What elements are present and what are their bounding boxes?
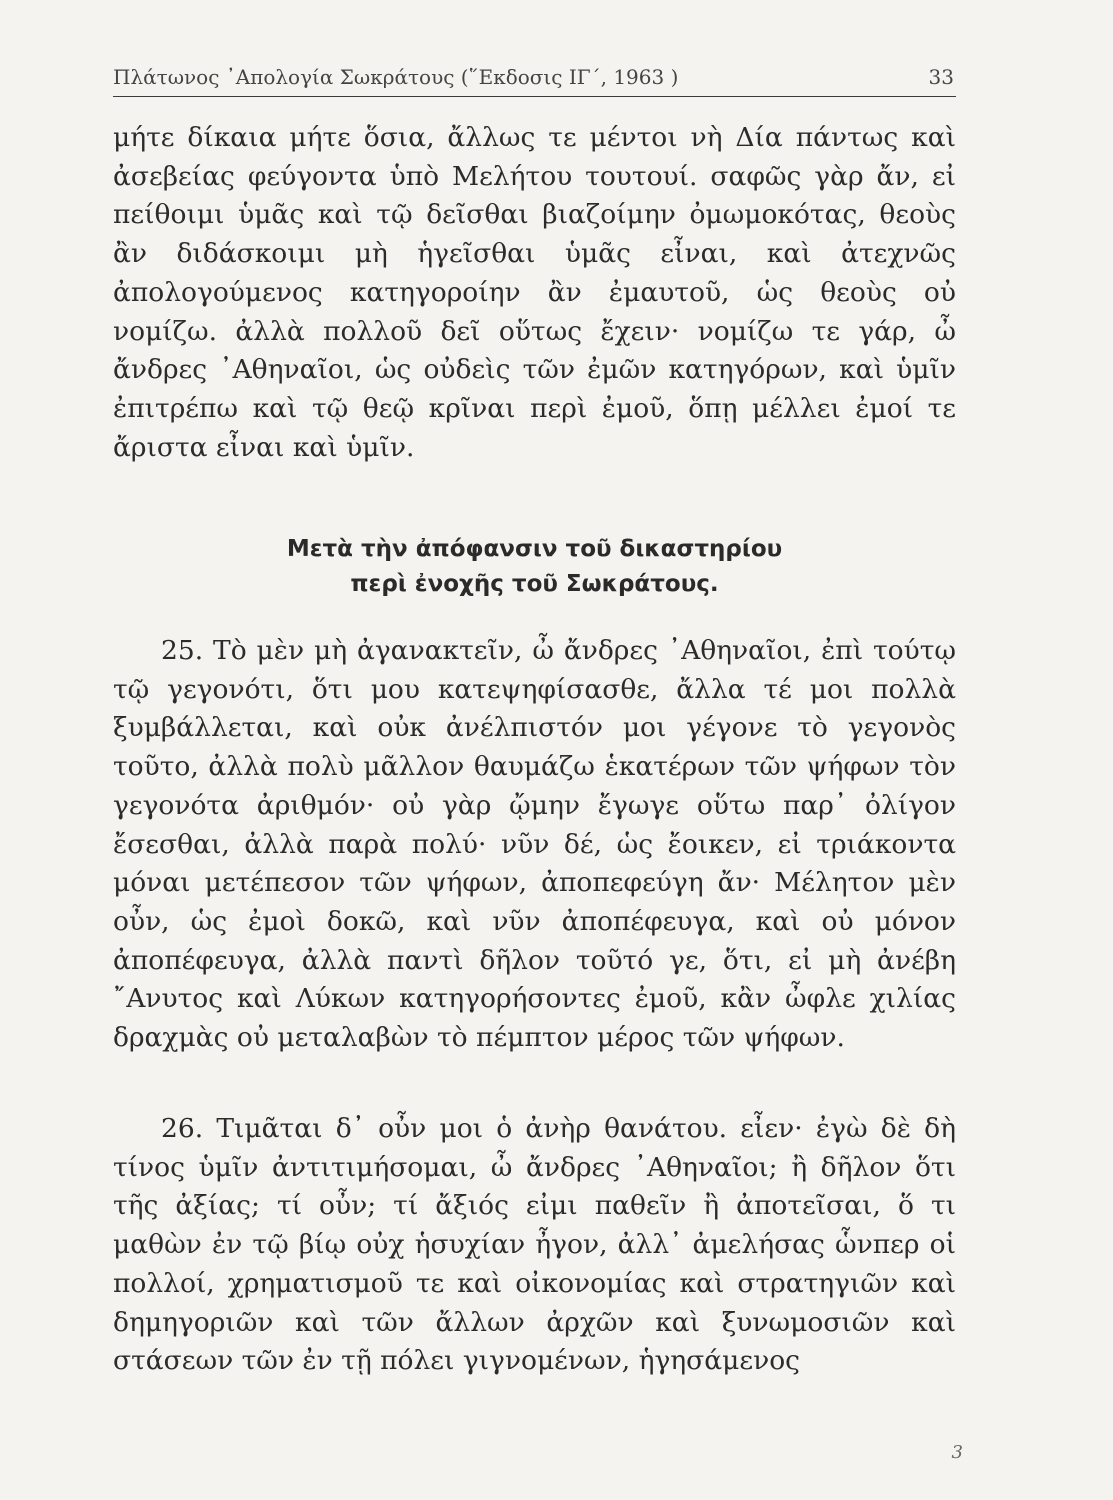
page-number: 33 [928,65,954,89]
heading-line-1: Μετὰ τὴν ἀπόφανσιν τοῦ δικαστηρίου [286,536,783,562]
paragraph-continuation: μήτε δίκαια μήτε ὅσια, ἄλλως τε μέντοι νὴ Δία πάντως καὶ ἀσεβείας φεύγοντα ὑπὸ Μελήτου τουτουί. σαφῶς γὰρ ἄν, εἰ πείθοιμι ὑμᾶς καὶ τῷ δεῖσθαι βιαζοίμην ὀμωμοκότας, θεοὺς ἂν διδάσκοιμι μὴ ἡγεῖσθαι ὑμᾶς εἶναι, καὶ ἀτεχνῶς ἀπολογούμενος κατηγοροίην ἂν ἐμαυτοῦ, ὡς θεοὺς οὐ νομίζω. ἀλλὰ πολλοῦ δεῖ οὕτως ἔχειν· νομίζω τε γάρ, ὦ ἄνδρες ᾿Αθηναῖοι, ὡς οὐδεὶς τῶν ἐμῶν κατηγόρων, καὶ ὑμῖν ἐπιτρέπω καὶ τῷ θεῷ κρῖναι περὶ ἐμοῦ, ὅπῃ μέλλει ἐμοί τε ἄριστα εἶναι καὶ ὑμῖν. [113,122,956,463]
signature-mark: 3 [951,1442,963,1463]
header-title: Πλάτωνος ᾿Απολογία Σωκράτους (῞Εκδοσις ΙΓ΄, 1963 ) [113,65,679,89]
heading-line-2: περὶ ἐνοχῆς τοῦ Σωκράτους. [350,571,719,597]
section-25 [113,632,956,1058]
section-heading [113,532,956,602]
continuation-text [113,119,956,467]
running-header [113,62,956,97]
section-26 [113,1110,956,1381]
paragraph-26: 26. Τιμᾶται δ᾿ οὖν μοι ὁ ἀνὴρ θανάτου. εἶεν· ἐγὼ δὲ δὴ τίνος ὑμῖν ἀντιτιμήσομαι, ὦ ἄνδρες ᾿Αθηναῖοι; ἢ δῆλον ὅτι τῆς ἀξίας; τί οὖν; τί ἄξιός εἰμι παθεῖν ἢ ἀποτεῖσαι, ὅ τι μαθὼν ἐν τῷ βίῳ οὐχ ἡσυχίαν ἦγον, ἀλλ᾿ ἀμελήσας ὧνπερ οἱ πολλοί, χρηματισμοῦ τε καὶ οἰκονομίας καὶ στρατηγιῶν καὶ δημηγοριῶν καὶ τῶν ἄλλων ἀρχῶν καὶ ξυνωμοσιῶν καὶ στάσεων τῶν ἐν τῇ πόλει γιγνομένων, ἡγησάμενος [113,1113,956,1377]
paragraph-25: 25. Τὸ μὲν μὴ ἀγανακτεῖν, ὦ ἄνδρες ᾿Αθηναῖοι, ἐπὶ τούτῳ τῷ γεγονότι, ὅτι μου κατεψηφίσασθε, ἄλλα τέ μοι πολλὰ ξυμβάλλεται, καὶ οὐκ ἀνέλπιστόν μοι γέγονε τὸ γεγονὸς τοῦτο, ἀλλὰ πολὺ μᾶλλον θαυμάζω ἑκατέρων τῶν ψήφων τὸν γεγονότα ἀριθμόν· οὐ γὰρ ᾤμην ἔγωγε οὕτω παρ᾿ ὀλίγον ἔσεσθαι, ἀλλὰ παρὰ πολύ· νῦν δέ, ὡς ἔοικεν, εἰ τριάκοντα μόναι μετέπεσον τῶν ψήφων, ἀποπεφεύγη ἄν· Μέλητον μὲν οὖν, ὡς ἐμοὶ δοκῶ, καὶ νῦν ἀποπέφευγα, καὶ οὐ μόνον ἀποπέφευγα, ἀλλὰ παντὶ δῆλον τοῦτό γε, ὅτι, εἰ μὴ ἀνέβη ῎Ανυτος καὶ Λύκων κατηγορήσοντες ἐμοῦ, κἂν ὦφλε χιλίας δραχμὰς οὐ μεταλαβὼν τὸ πέμπτον μέρος τῶν ψήφων. [113,635,956,1054]
